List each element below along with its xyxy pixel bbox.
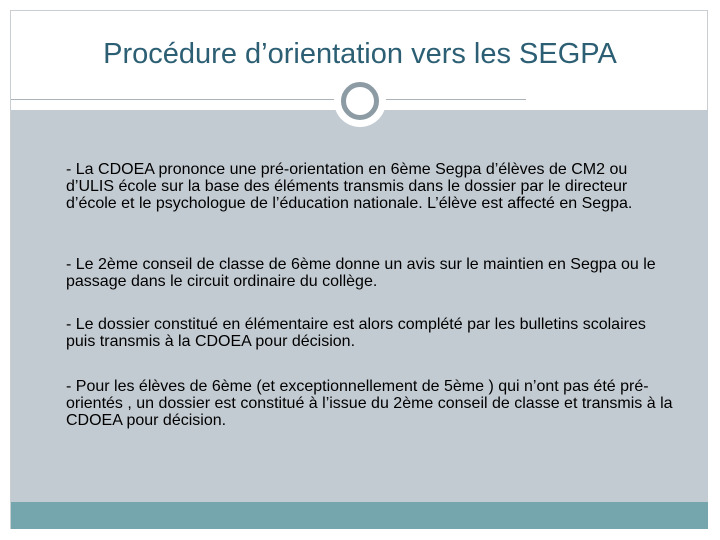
footer-bar <box>11 502 708 529</box>
slide-title: Procédure d’orientation vers les SEGPA <box>103 38 617 70</box>
title-divider-right <box>383 99 526 100</box>
paragraph-conseil-classe: - Le 2ème conseil de classe de 6ème donne un avis sur le maintien en Segpa ou le passage dans le circuit ordinaire du collège. <box>66 256 656 290</box>
paragraph-non-pre-orientes: - Pour les élèves de 6ème (et exceptionnellement de 5ème ) qui n’ont pas été pré-orientés , un dossier est constitué à l’issue du 2ème conseil de classe et transmis à la CDOEA pour décision. <box>66 378 673 429</box>
ring-icon <box>341 82 379 120</box>
title-divider-left <box>11 99 341 100</box>
paragraph-pre-orientation: - La CDOEA prononce une pré-orientation en 6ème Segpa d’élèves de CM2 ou d’ULIS école sur la base des éléments transmis dans le dossier par le directeur d’école et le psychologue de l’éducation nationale. L’élève est affecté en Segpa. <box>66 161 633 212</box>
paragraph-dossier-elementaire: - Le dossier constitué en élémentaire est alors complété par les bulletins scolaires puis transmis à la CDOEA pour décision. <box>66 316 646 350</box>
